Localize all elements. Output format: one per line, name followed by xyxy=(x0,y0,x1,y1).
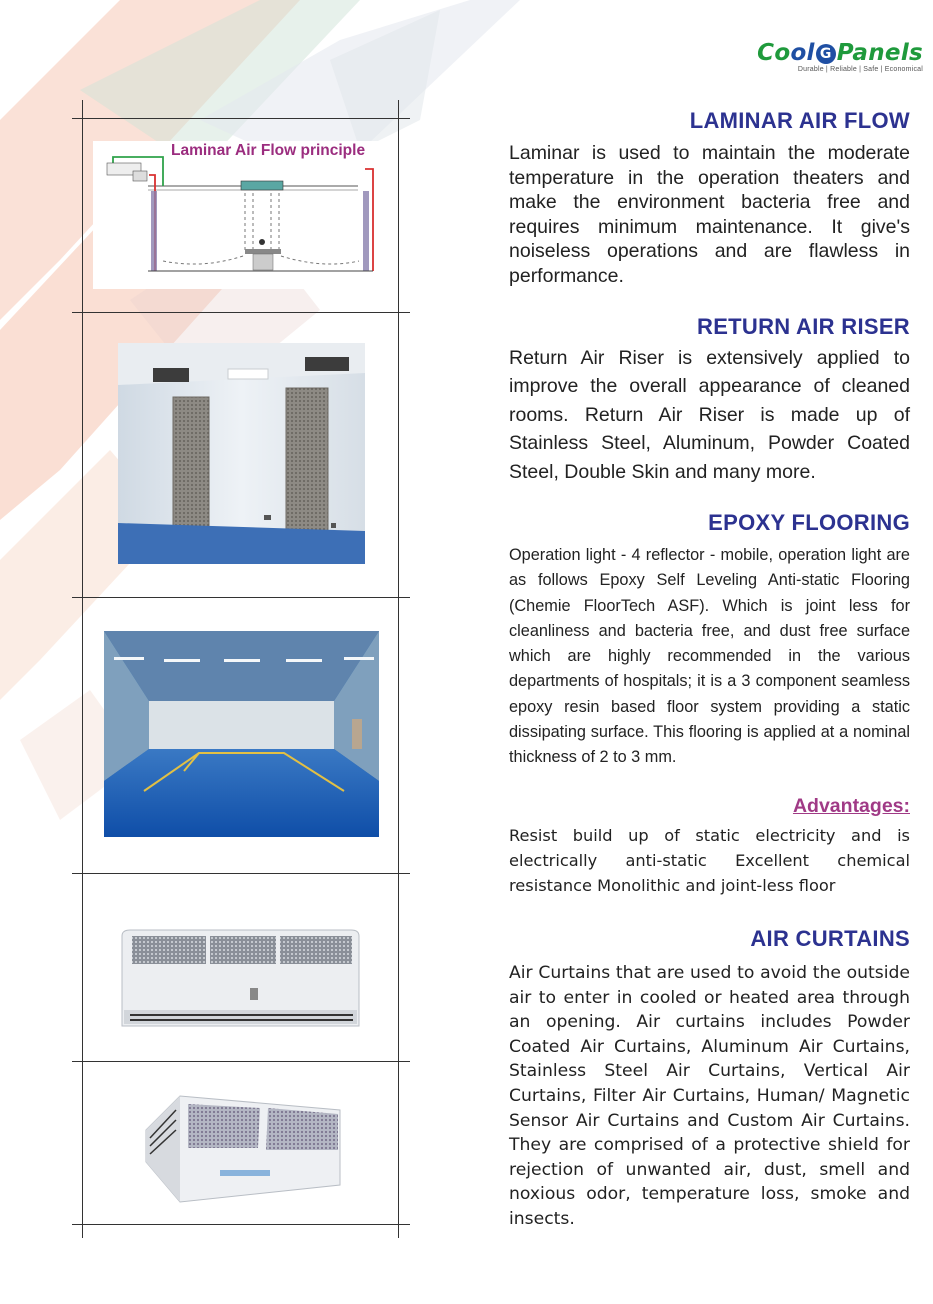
logo-g-icon: G xyxy=(816,44,836,64)
advantages-heading: Advantages: xyxy=(792,795,910,817)
curtains-heading: AIR CURTAINS xyxy=(750,926,910,951)
curtains-body: Air Curtains that are used to avoid the outside air to enter in cooled or heated area through an opening. Air curtains includes Powder Coated Air Curtains, Aluminum Air Curtains, Stainless Steel Air Curtains, Vertical Air Curtains, Filter Air Curtains, Human/ Magnetic Sensor Air Curtains and Custom Air Curtains. They are comprised of a protective shield for rejection of unwanted air, dust, smell and noxious odor, temperature loss, smoke and insects. xyxy=(509,963,910,1229)
grid-divider-right xyxy=(398,100,399,1238)
air-curtain-angled-photo xyxy=(140,1090,345,1205)
return-air-riser-photo xyxy=(118,343,365,564)
airflow-schematic xyxy=(93,141,390,289)
grid-divider-row xyxy=(72,1224,410,1225)
grid-divider-row xyxy=(72,118,410,119)
epoxy-flooring-photo xyxy=(104,631,379,837)
epoxy-heading: EPOXY FLOORING xyxy=(708,510,910,535)
riser-heading: RETURN AIR RISER xyxy=(697,314,910,339)
diagram-title: Laminar Air Flow principle xyxy=(171,142,366,159)
grid-divider-left xyxy=(82,100,83,1238)
brand-logo[interactable] xyxy=(757,40,923,73)
riser-body: Return Air Riser is extensively applied to improve the overall appearance of cleaned rooms. Return Air Riser is made up of Stainless Steel, Aluminum, Powder Coated Steel, Double Skin and many more. xyxy=(509,347,910,483)
logo-tagline: Durable | Reliable | Safe | Economical xyxy=(797,66,923,73)
grid-divider-row xyxy=(72,312,410,313)
advantages-body: Resist build up of static electricity and is electrically anti-static Excellent chemical resistance Monolithic and joint-less floor xyxy=(509,826,910,895)
grid-divider-row xyxy=(72,1061,410,1062)
laminar-heading: LAMINAR AIR FLOW xyxy=(689,108,910,133)
air-curtain-photo xyxy=(118,928,363,1033)
epoxy-body: Operation light - 4 reflector - mobile, operation light are as follows Epoxy Self Leveling Anti-static Flooring (Chemie FloorTech ASF). Which is joint less for cleanliness and bacteria free, and dust free surface which are highly recommended in the various departments of hospitals; it is a 3 component seamless epoxy resin based floor system providing a static dissipating surface. This flooring is applied at a nominal thickness of 2 to 3 mm. xyxy=(509,546,910,767)
logo-wordmark: Cool G Panels xyxy=(757,40,923,66)
laminar-air-flow-diagram xyxy=(93,141,390,289)
grid-divider-row xyxy=(72,873,410,874)
laminar-body: Laminar is used to maintain the moderate temperature in the operation theaters and make the environment bacteria free and requires minimum maintenance. It give's noiseless operations and are flawless in performance. xyxy=(509,142,910,287)
grid-divider-row xyxy=(72,597,410,598)
